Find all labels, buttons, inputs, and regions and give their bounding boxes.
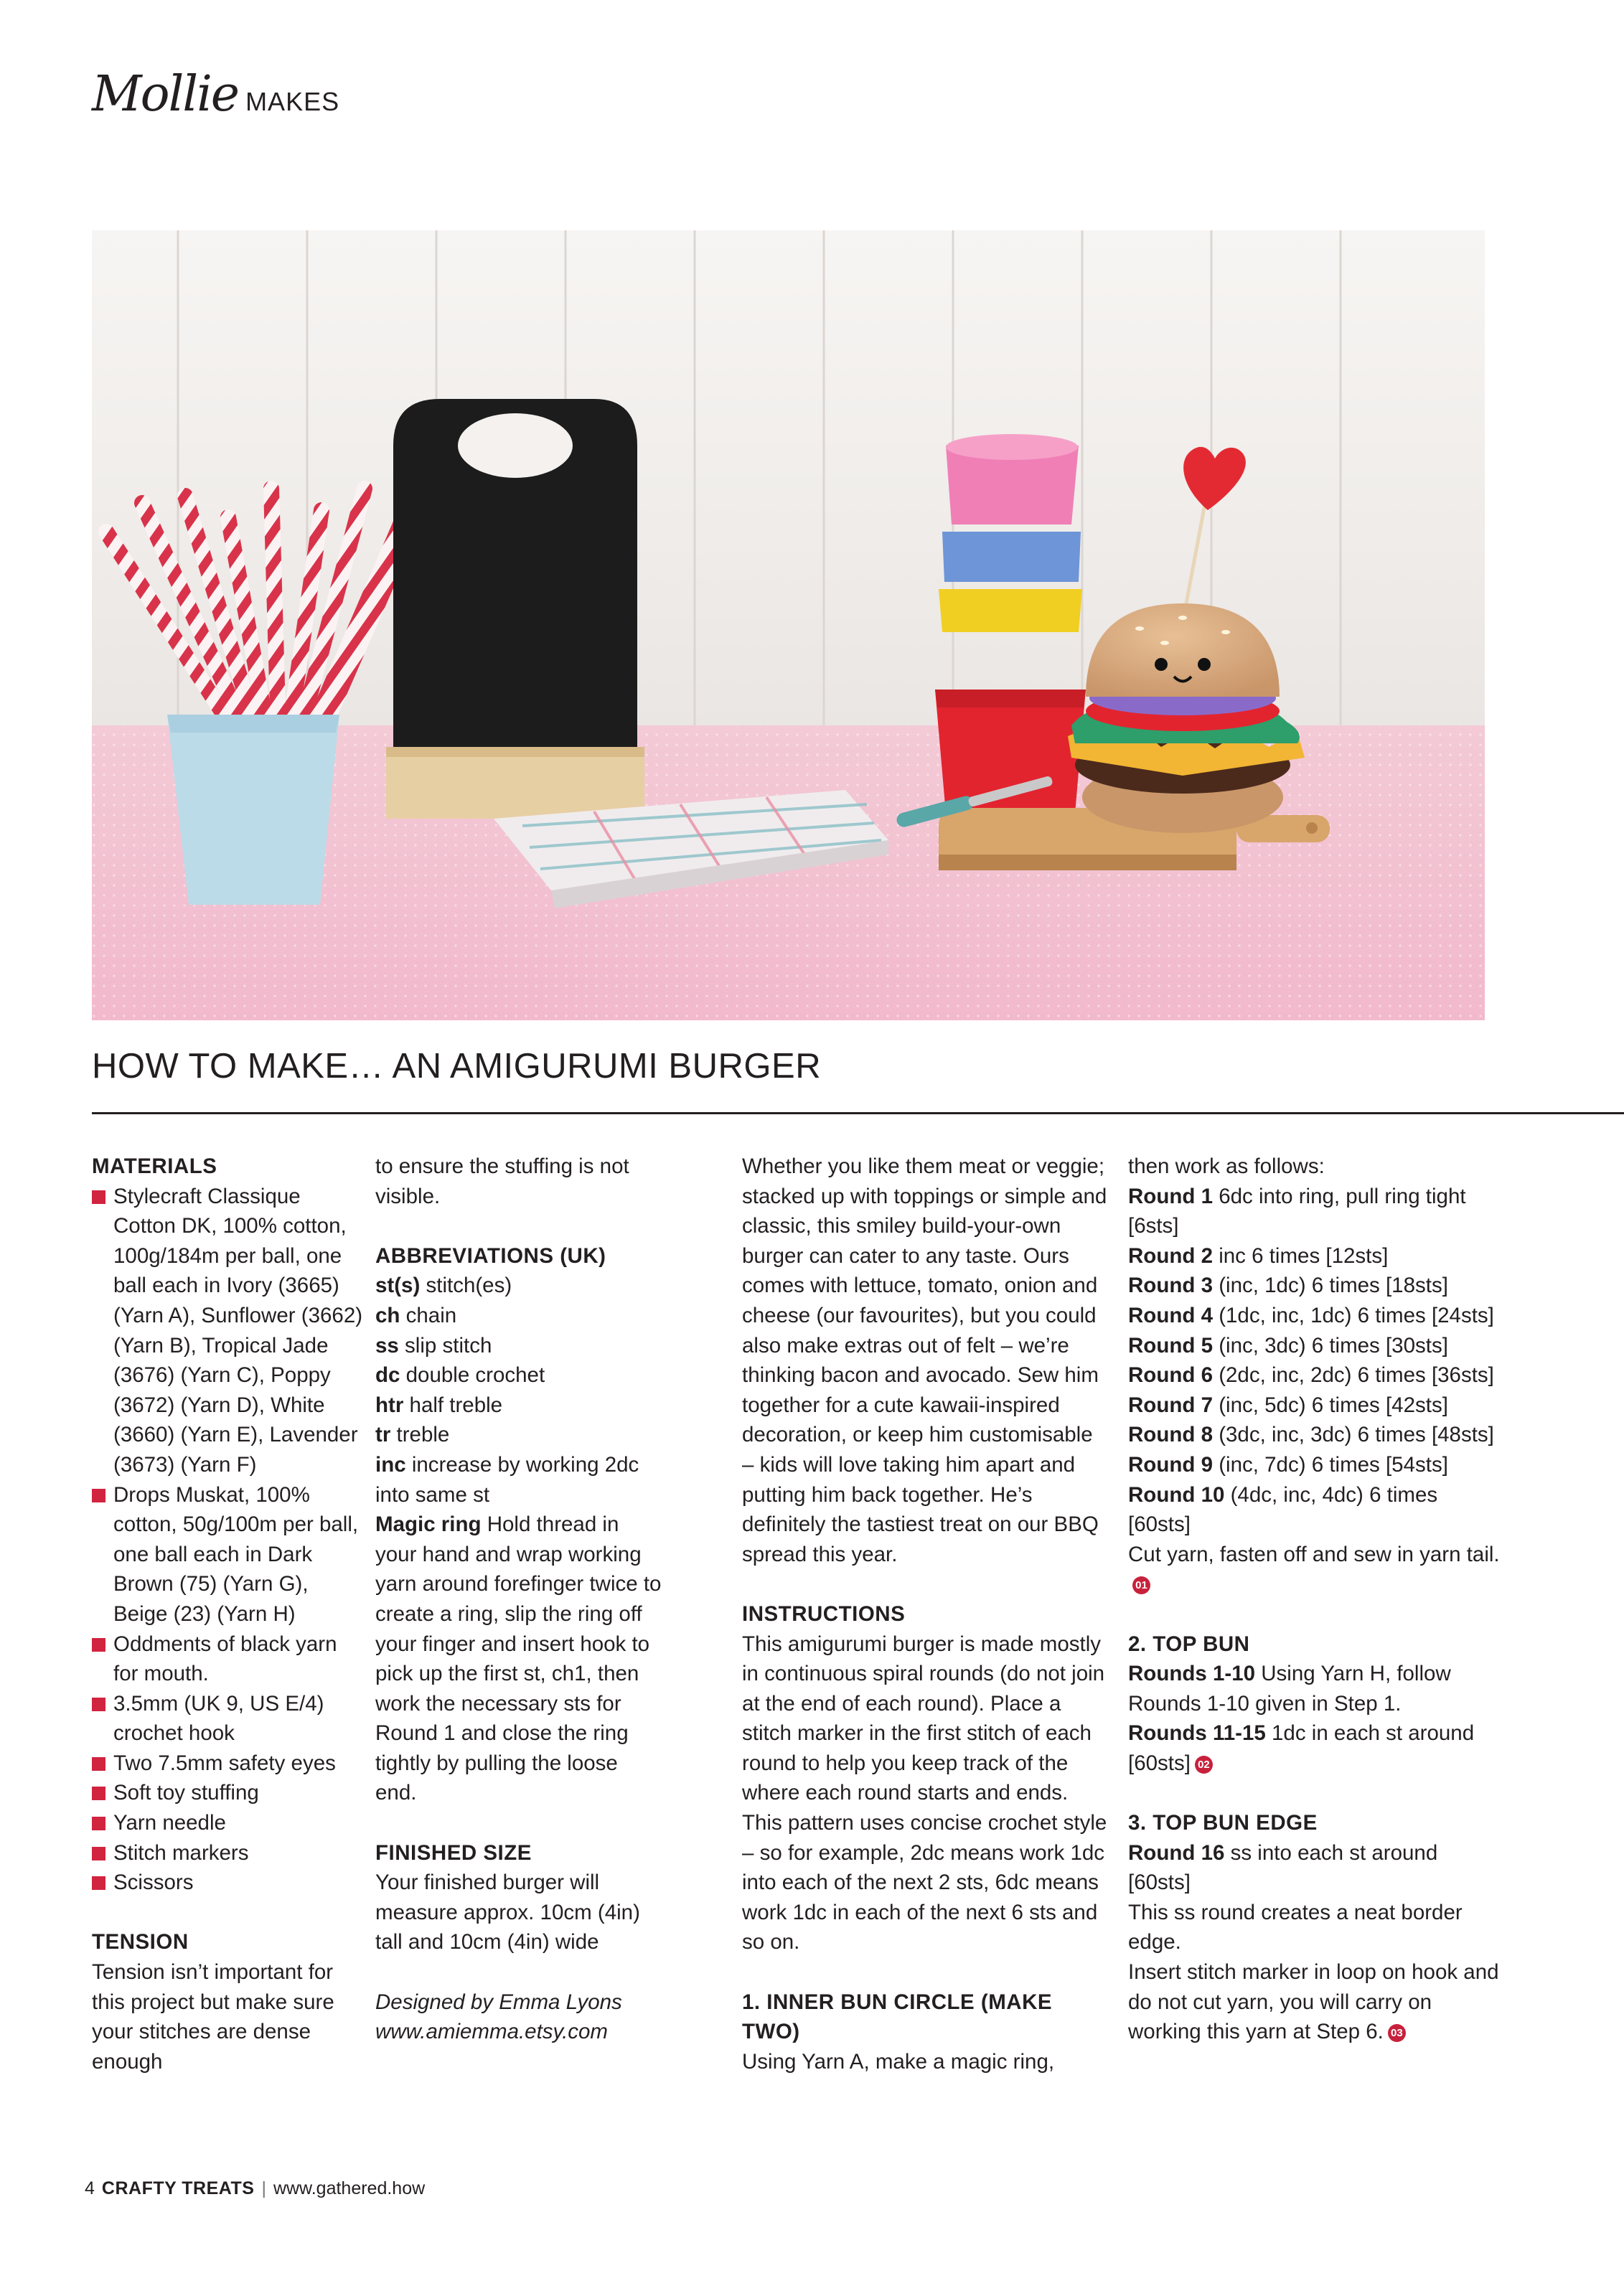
- bullet-square-icon: [92, 1876, 105, 1890]
- step3-text: Insert stitch marker in loop on hook and do not cut yarn, you will carry on working this yarn at Step 6. 03: [1128, 1960, 1499, 2044]
- column-steps: [1128, 1152, 1501, 2047]
- materials-item: Soft toy stuffing: [92, 1778, 365, 1808]
- step-photo-badge: 01: [1132, 1576, 1150, 1594]
- abbreviation-item: inc increase by working 2dc into same st: [375, 1452, 639, 1507]
- step3-text: This ss round creates a neat border edge.: [1128, 1900, 1463, 1954]
- instructions-heading: INSTRUCTIONS: [742, 1601, 906, 1626]
- step1-end: Cut yarn, fasten off and sew in yarn tail.01: [1128, 1540, 1501, 1599]
- materials-item: Oddments of black yarn for mouth.: [92, 1629, 365, 1689]
- brand-logo: [92, 66, 339, 123]
- abbreviation-item: st(s) stitch(es): [375, 1274, 512, 1298]
- title-rule: [92, 1112, 1624, 1114]
- bullet-square-icon: [92, 1787, 105, 1800]
- tension-text: Tension isn’t important for this project but make sure your stitches are dense enough: [92, 1960, 334, 2074]
- round-row: Round 5 (inc, 3dc) 6 times [30sts]: [1128, 1333, 1448, 1358]
- column-intro: [742, 1152, 1108, 2076]
- section-name: CRAFTY TREATS: [101, 2178, 255, 2198]
- column-abbreviations: [375, 1152, 662, 2047]
- column-materials: [92, 1152, 365, 2076]
- abbreviation-item: ss slip stitch: [375, 1333, 492, 1358]
- round-row: Round 1 6dc into ring, pull ring tight [6sts]: [1128, 1184, 1466, 1238]
- intro-text: Whether you like them meat or veggie; stacked up with toppings or simple and classic, this smiley build-your-own burger can cater to any taste. Ours comes with lettuce, tomato, onion and cheese (our favourites), but you could also make extras out of felt – we’re thinking bacon and avocado. Sew him together for a cute kawaii-inspired decoration, or keep him customisable – kids will love taking him apart and putting him back together. He’s definitely the tastiest treat on our BBQ spread this year.: [742, 1154, 1107, 1566]
- bullet-square-icon: [92, 1638, 105, 1652]
- bullet-square-icon: [92, 1489, 105, 1502]
- materials-item: Stitch markers: [92, 1838, 365, 1868]
- footer-url[interactable]: www.gathered.how: [273, 2178, 426, 2198]
- materials-item: Stylecraft Classique Cotton DK, 100% cotton, 100g/184m per ball, one ball each in Ivory (3665) (Yarn A), Sunflower (3662) (Yarn B), Tropical Jade (3676) (Yarn C), Poppy (3672) (Yarn D), White (3660) (Yarn E), Lavender (3673) (Yarn F): [92, 1182, 365, 1480]
- materials-item: Yarn needle: [92, 1808, 365, 1838]
- bullet-square-icon: [92, 1757, 105, 1771]
- round-row: Round 9 (inc, 7dc) 6 times [54sts]: [1128, 1452, 1448, 1477]
- materials-item: 3.5mm (UK 9, US E/4) crochet hook: [92, 1689, 365, 1749]
- round-row: Round 10 (4dc, inc, 4dc) 6 times [60sts]: [1128, 1482, 1438, 1537]
- step3-heading: 3. TOP BUN EDGE: [1128, 1811, 1318, 1835]
- page-title: HOW TO MAKE… AN AMIGURUMI BURGER: [92, 1047, 822, 1086]
- materials-item: Drops Muskat, 100% cotton, 50g/100m per ball, one ball each in Dark Brown (75) (Yarn G), Beige (23) (Yarn H): [92, 1480, 365, 1629]
- step2-heading: 2. TOP BUN: [1128, 1632, 1250, 1656]
- abbreviation-item: dc double crochet: [375, 1363, 545, 1388]
- footer-separator: |: [261, 2178, 266, 2198]
- round-row: Round 4 (1dc, inc, 1dc) 6 times [24sts]: [1128, 1303, 1494, 1327]
- round-row: Round 8 (3dc, inc, 3dc) 6 times [48sts]: [1128, 1423, 1494, 1447]
- step1-continued: then work as follows:: [1128, 1154, 1325, 1178]
- abbreviation-item: ch chain: [375, 1303, 457, 1327]
- tension-continued: to ensure the stuffing is not visible.: [375, 1154, 629, 1208]
- bullet-square-icon: [92, 1847, 105, 1860]
- round-row: Round 16 ss into each st around [60sts]: [1128, 1840, 1438, 1895]
- materials-heading: MATERIALS: [92, 1154, 217, 1178]
- round-row: Round 6 (2dc, inc, 2dc) 6 times [36sts]: [1128, 1363, 1494, 1388]
- finished-size-text: Your finished burger will measure approx. 10cm (4in) tall and 10cm (4in) wide: [375, 1871, 640, 1954]
- materials-item: Two 7.5mm safety eyes: [92, 1749, 365, 1779]
- instructions-text: This amigurumi burger is made mostly in continuous spiral rounds (do not join at the end of each round). Place a stitch marker in the first stitch of each round to help you keep track of the where each round starts and ends. This pattern uses concise crochet style – so for example, 2dc means work 1dc into each of the next 2 sts, 6dc means work 1dc in each of the next 6 sts and so on.: [742, 1632, 1107, 1954]
- abbreviations-heading: ABBREVIATIONS (UK): [375, 1243, 606, 1268]
- bullet-square-icon: [92, 1698, 105, 1711]
- designer-url[interactable]: www.amiemma.etsy.com: [375, 2020, 609, 2044]
- materials-item: Scissors: [92, 1868, 365, 1898]
- round-row: Round 7 (inc, 5dc) 6 times [42sts]: [1128, 1393, 1448, 1417]
- brand-script: Mollie: [92, 66, 239, 123]
- round-row: Rounds 11-15 1dc in each st around [60sts] 02: [1128, 1721, 1475, 1775]
- brand-word: MAKES: [245, 87, 340, 116]
- step1-text: Using Yarn A, make a magic ring,: [742, 2049, 1055, 2074]
- page-number: 4: [85, 2178, 95, 2198]
- tension-heading: TENSION: [92, 1930, 189, 1954]
- step-photo-badge: 02: [1195, 1756, 1213, 1774]
- bullet-square-icon: [92, 1190, 105, 1204]
- round-row: Round 3 (inc, 1dc) 6 times [18sts]: [1128, 1274, 1448, 1298]
- abbreviation-item: Magic ring Hold thread in your hand and wrap working yarn around forefinger twice to create a ring, slip the ring off your finger and insert hook to pick up the first st, ch1, then work the necessary sts for Round 1 and close the ring tightly by pulling the loose end.: [375, 1512, 662, 1805]
- hero-photo: [92, 230, 1485, 1020]
- step1-heading: 1. INNER BUN CIRCLE (MAKE TWO): [742, 1990, 1053, 2044]
- step-photo-badge: 03: [1388, 2024, 1406, 2042]
- materials-list: [92, 1182, 365, 1898]
- abbreviation-item: htr half treble: [375, 1393, 503, 1417]
- round-row: Round 2 inc 6 times [12sts]: [1128, 1243, 1389, 1268]
- designer-credit: Designed by Emma Lyons: [375, 1990, 622, 2014]
- page-footer: [85, 2178, 425, 2199]
- bullet-square-icon: [92, 1817, 105, 1830]
- round-row: Rounds 1-10 Using Yarn H, follow Rounds 1-10 given in Step 1.: [1128, 1662, 1451, 1716]
- finished-size-heading: FINISHED SIZE: [375, 1840, 532, 1865]
- abbreviation-item: tr treble: [375, 1423, 450, 1447]
